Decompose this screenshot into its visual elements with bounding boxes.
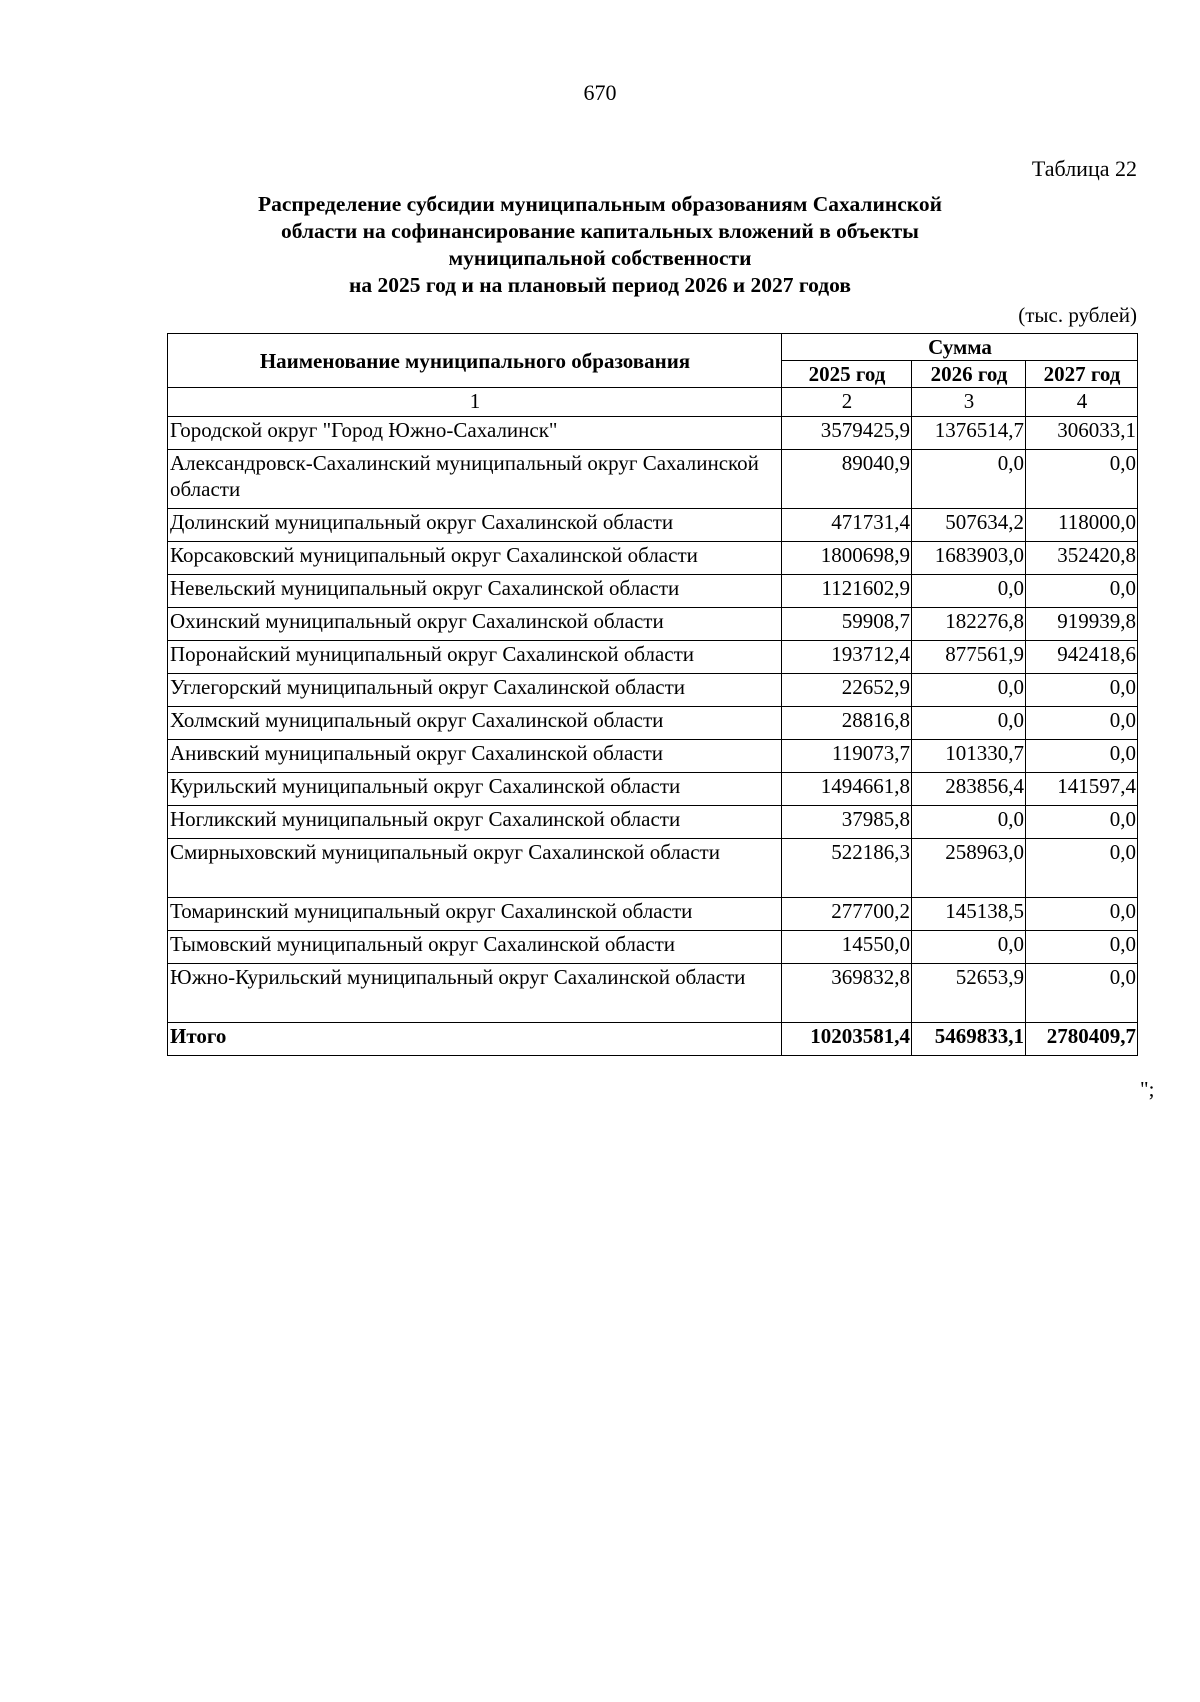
value-2027: 0,0 (1026, 964, 1138, 1023)
value-2027: 0,0 (1026, 707, 1138, 740)
table-row (168, 806, 1138, 839)
value-2026: 0,0 (912, 674, 1026, 707)
total-row (168, 1023, 1138, 1056)
table-row (168, 509, 1138, 542)
value-2026: 1683903,0 (912, 542, 1026, 575)
value-2025: 89040,9 (782, 450, 912, 509)
municipality-name: Тымовский муниципальный округ Сахалинской области (168, 931, 782, 964)
value-2027: 0,0 (1026, 931, 1138, 964)
table-row (168, 931, 1138, 964)
table-number: Таблица 22 (1031, 156, 1137, 181)
value-2025: 22652,9 (782, 674, 912, 707)
value-2027: 118000,0 (1026, 509, 1138, 542)
value-2025: 59908,7 (782, 608, 912, 641)
value-2027: 0,0 (1026, 839, 1138, 898)
value-2026: 0,0 (912, 450, 1026, 509)
value-2027: 0,0 (1026, 450, 1138, 509)
value-2027: 306033,1 (1026, 417, 1138, 450)
table-row (168, 898, 1138, 931)
table-row (168, 839, 1138, 898)
value-2026: 258963,0 (912, 839, 1026, 898)
column-number: 2 (782, 388, 912, 417)
column-number: 3 (912, 388, 1026, 417)
municipality-name: Томаринский муниципальный округ Сахалинской области (168, 898, 782, 931)
value-2025: 119073,7 (782, 740, 912, 773)
value-2026: 877561,9 (912, 641, 1026, 674)
value-2026: 283856,4 (912, 773, 1026, 806)
value-2026: 5469833,1 (912, 1023, 1026, 1056)
municipality-name: Итого (168, 1023, 782, 1056)
title-line: муниципальной собственности (448, 246, 752, 270)
title-line: Распределение субсидии муниципальным образованиям Сахалинской (257, 192, 943, 216)
municipality-name: Курильский муниципальный округ Сахалинской области (168, 773, 782, 806)
value-2025: 193712,4 (782, 641, 912, 674)
municipality-name: Долинский муниципальный округ Сахалинской области (168, 509, 782, 542)
value-2026: 182276,8 (912, 608, 1026, 641)
value-2025: 14550,0 (782, 931, 912, 964)
municipality-name: Невельский муниципальный округ Сахалинской области (168, 575, 782, 608)
table-row (168, 674, 1138, 707)
table-row (168, 575, 1138, 608)
value-2026: 0,0 (912, 806, 1026, 839)
municipality-name: Углегорский муниципальный округ Сахалинской области (168, 674, 782, 707)
municipality-name: Ногликский муниципальный округ Сахалинской области (168, 806, 782, 839)
municipality-name: Анивский муниципальный округ Сахалинской области (168, 740, 782, 773)
table-row (168, 450, 1138, 509)
units-label: (тыс. рублей) (1018, 303, 1137, 327)
municipality-name: Смирныховский муниципальный округ Сахалинской области (168, 839, 782, 898)
title-line: области на софинансирование капитальных вложений в объекты (281, 219, 919, 243)
value-2026: 0,0 (912, 931, 1026, 964)
value-2026: 145138,5 (912, 898, 1026, 931)
municipality-name: Александровск-Сахалинский муниципальный округ Сахалинской области (168, 450, 782, 509)
subsidy-table (167, 333, 1138, 1056)
table-row (168, 417, 1138, 450)
municipality-name: Южно-Курильский муниципальный округ Сахалинской области (168, 964, 782, 1023)
column-number: 1 (168, 388, 782, 417)
header-year-2026: 2026 год (912, 361, 1026, 388)
value-2025: 10203581,4 (782, 1023, 912, 1056)
table-body (168, 388, 1138, 1056)
value-2025: 1800698,9 (782, 542, 912, 575)
value-2026: 1376514,7 (912, 417, 1026, 450)
value-2025: 277700,2 (782, 898, 912, 931)
value-2027: 0,0 (1026, 674, 1138, 707)
value-2026: 0,0 (912, 707, 1026, 740)
value-2025: 1494661,8 (782, 773, 912, 806)
document-title (150, 191, 1050, 299)
value-2027: 141597,4 (1026, 773, 1138, 806)
value-2027: 942418,6 (1026, 641, 1138, 674)
value-2027: 352420,8 (1026, 542, 1138, 575)
municipality-name: Поронайский муниципальный округ Сахалинской области (168, 641, 782, 674)
municipality-name: Корсаковский муниципальный округ Сахалинской области (168, 542, 782, 575)
value-2025: 1121602,9 (782, 575, 912, 608)
value-2025: 471731,4 (782, 509, 912, 542)
value-2027: 0,0 (1026, 806, 1138, 839)
value-2027: 0,0 (1026, 898, 1138, 931)
table-row (168, 707, 1138, 740)
value-2025: 3579425,9 (782, 417, 912, 450)
value-2026: 101330,7 (912, 740, 1026, 773)
title-line: на 2025 год и на плановый период 2026 и 2027 годов (349, 273, 851, 297)
header-name: Наименование муниципального образования (168, 334, 782, 388)
table-row (168, 608, 1138, 641)
value-2027: 0,0 (1026, 740, 1138, 773)
table-row (168, 641, 1138, 674)
column-number-row (168, 388, 1138, 417)
table-row (168, 542, 1138, 575)
page-number: 670 (583, 80, 617, 105)
value-2025: 369832,8 (782, 964, 912, 1023)
value-2026: 507634,2 (912, 509, 1026, 542)
header-year-2027: 2027 год (1026, 361, 1138, 388)
value-2027: 2780409,7 (1026, 1023, 1138, 1056)
header-sum: Сумма (782, 334, 1138, 361)
value-2025: 522186,3 (782, 839, 912, 898)
municipality-name: Охинский муниципальный округ Сахалинской области (168, 608, 782, 641)
value-2027: 919939,8 (1026, 608, 1138, 641)
header-year-2025: 2025 год (782, 361, 912, 388)
table-row (168, 773, 1138, 806)
table-row (168, 740, 1138, 773)
municipality-name: Городской округ "Город Южно-Сахалинск" (168, 417, 782, 450)
value-2025: 28816,8 (782, 707, 912, 740)
value-2026: 52653,9 (912, 964, 1026, 1023)
value-2026: 0,0 (912, 575, 1026, 608)
closing-quote-mark: "; (1140, 1077, 1155, 1101)
municipality-name: Холмский муниципальный округ Сахалинской области (168, 707, 782, 740)
value-2027: 0,0 (1026, 575, 1138, 608)
table-row (168, 964, 1138, 1023)
column-number: 4 (1026, 388, 1138, 417)
value-2025: 37985,8 (782, 806, 912, 839)
